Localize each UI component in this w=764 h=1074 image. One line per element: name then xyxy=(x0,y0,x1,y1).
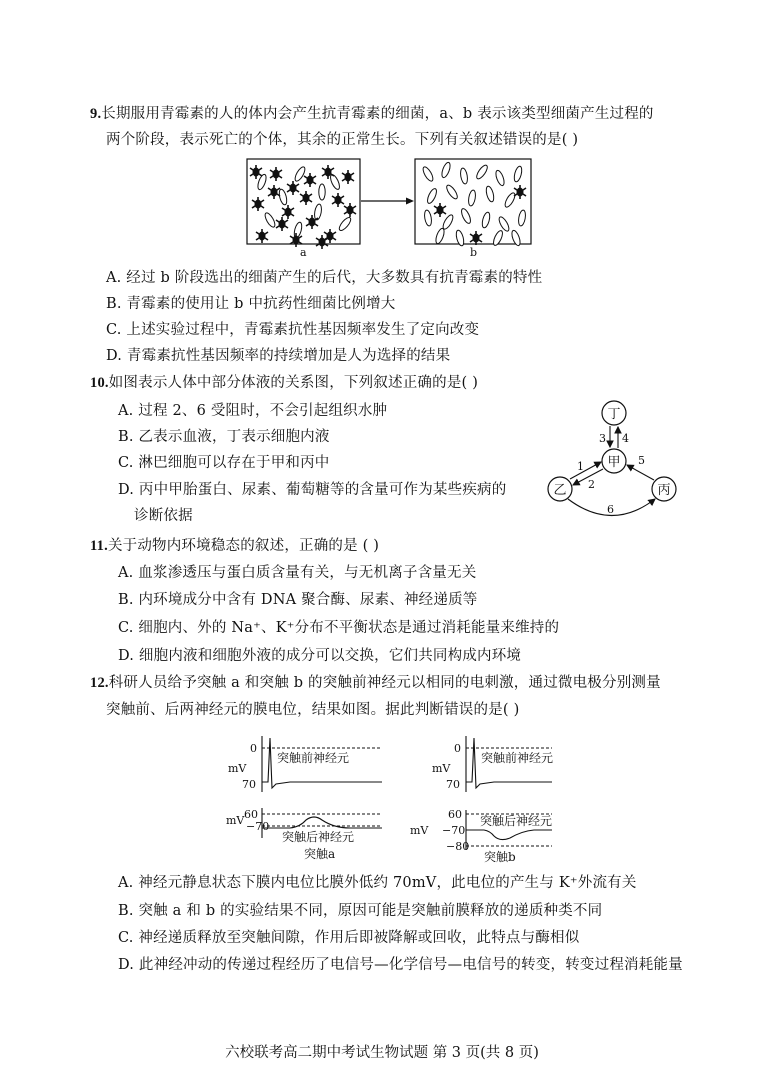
arrow-label-3: 3 xyxy=(599,432,606,445)
q12-stem-line1: 12.科研人员给予突触 a 和突触 b 的突触前神经元以相同的电刺激，通过微电极分别测量 xyxy=(90,675,661,691)
q12-option-b: B. 突触 a 和 b 的实验结果不同，原因可能是突触前膜释放的递质种类不同 xyxy=(118,903,603,919)
q9-option-d: D. 青霉素抗性基因频率的持续增加是人为选择的结果 xyxy=(106,348,451,364)
bacterium-live xyxy=(319,184,325,200)
node-yi: 乙 xyxy=(553,483,567,498)
arrow-label-2: 2 xyxy=(588,478,595,491)
q12-stem-line2: 突触前、后两神经元的膜电位，结果如图。据此判断错误的是( ) xyxy=(106,702,520,718)
svg-text:70: 70 xyxy=(446,778,460,791)
post-label-b: 突触后神经元 xyxy=(480,814,553,828)
node-jia: 甲 xyxy=(607,455,621,470)
label-b: b xyxy=(470,246,478,259)
q11-stem: 11.关于动物内环境稳态的叙述，正确的是 ( ) xyxy=(90,538,380,554)
q9-bacteria-figure xyxy=(0,152,764,262)
svg-text:0: 0 xyxy=(454,742,461,755)
q12-number: 12. xyxy=(90,675,109,691)
q11-option-b: B. 内环境成分中含有 DNA 聚合酶、尿素、神经递质等 xyxy=(118,592,478,608)
q9-option-c: C. 上述实验过程中，青霉素抗性基因频率发生了定向改变 xyxy=(106,322,480,338)
arrow-label-1: 1 xyxy=(577,460,584,473)
q11-option-d: D. 细胞内液和细胞外液的成分可以交换，它们共同构成内环境 xyxy=(118,648,522,664)
q12-membrane-potential-figure xyxy=(0,730,764,870)
q10-number: 10. xyxy=(90,375,109,391)
arrow-label-6: 6 xyxy=(607,503,614,516)
svg-text:60: 60 xyxy=(244,808,258,821)
svg-text:mV: mV xyxy=(432,762,451,775)
arrow-label-4: 4 xyxy=(622,432,629,445)
q10-stem: 10.如图表示人体中部分体液的关系图，下列叙述正确的是( ) xyxy=(90,375,479,391)
q12-option-a: A. 神经元静息状态下膜内电位比膜外低约 70mV，此电位的产生与 K⁺外流有关 xyxy=(118,875,637,891)
node-bing: 丙 xyxy=(657,483,671,498)
svg-text:mV: mV xyxy=(226,814,245,827)
svg-text:−70: −70 xyxy=(442,824,466,837)
caption-b: 突触b xyxy=(484,850,516,864)
q10-option-b: B. 乙表示血液，丁表示细胞内液 xyxy=(118,429,330,445)
svg-text:mV: mV xyxy=(410,824,429,837)
q10-option-c: C. 淋巴细胞可以存在于甲和丙中 xyxy=(118,455,330,471)
post-label-a: 突触后神经元 xyxy=(282,830,355,844)
q11-number: 11. xyxy=(90,538,108,554)
q12-option-c: C. 神经递质释放至突触间隙，作用后即被降解或回收，此特点与酶相似 xyxy=(118,930,580,946)
q10-option-a: A. 过程 2、6 受阻时，不会引起组织水肿 xyxy=(118,403,388,419)
label-a: a xyxy=(300,246,307,259)
pre-label-b: 突触前神经元 xyxy=(481,751,554,765)
svg-text:mV: mV xyxy=(228,762,247,775)
panel-synapse-b xyxy=(410,736,553,864)
q11-option-a: A. 血浆渗透压与蛋白质含量有关，与无机离子含量无关 xyxy=(118,565,477,581)
arrow-label-5: 5 xyxy=(638,454,645,467)
page-footer: 六校联考高二期中考试生物试题 第 3 页(共 8 页) xyxy=(225,1045,539,1061)
q9-number: 9. xyxy=(90,106,102,122)
q10-option-d: D. 丙中甲胎蛋白、尿素、葡萄糖等的含量可作为某些疾病的 xyxy=(118,482,507,498)
q11-option-c: C. 细胞内、外的 Na⁺、K⁺分布不平衡状态是通过消耗能量来维持的 xyxy=(118,620,560,636)
node-ding: 丁 xyxy=(607,407,621,422)
q10-body-fluid-diagram xyxy=(0,392,764,552)
q9-option-a: A. 经过 b 阶段选出的细菌产生的后代，大多数具有抗青霉素的特性 xyxy=(106,270,543,286)
q12-option-d: D. 此神经冲动的传递过程经历了电信号—化学信号—电信号的转变，转变过程消耗能量 xyxy=(118,957,683,973)
q9-stem-line2: 两个阶段，表示死亡的个体，其余的正常生长。下列有关叙述错误的是( ) xyxy=(106,132,579,148)
panel-synapse-a xyxy=(226,736,382,861)
svg-text:0: 0 xyxy=(250,742,257,755)
q9-option-b: B. 青霉素的使用让 b 中抗药性细菌比例增大 xyxy=(106,296,396,312)
svg-text:70: 70 xyxy=(242,778,256,791)
svg-text:−80: −80 xyxy=(446,840,470,853)
pre-label-a: 突触前神经元 xyxy=(277,751,350,765)
caption-a: 突触a xyxy=(304,847,336,861)
svg-text:60: 60 xyxy=(448,808,462,821)
q10-option-d-cont: 诊断依据 xyxy=(134,508,193,524)
q9-stem-line1: 9.长期服用青霉素的人的体内会产生抗青霉素的细菌，a、b 表示该类型细菌产生过程的 xyxy=(90,106,654,122)
svg-text:−70: −70 xyxy=(246,820,270,833)
